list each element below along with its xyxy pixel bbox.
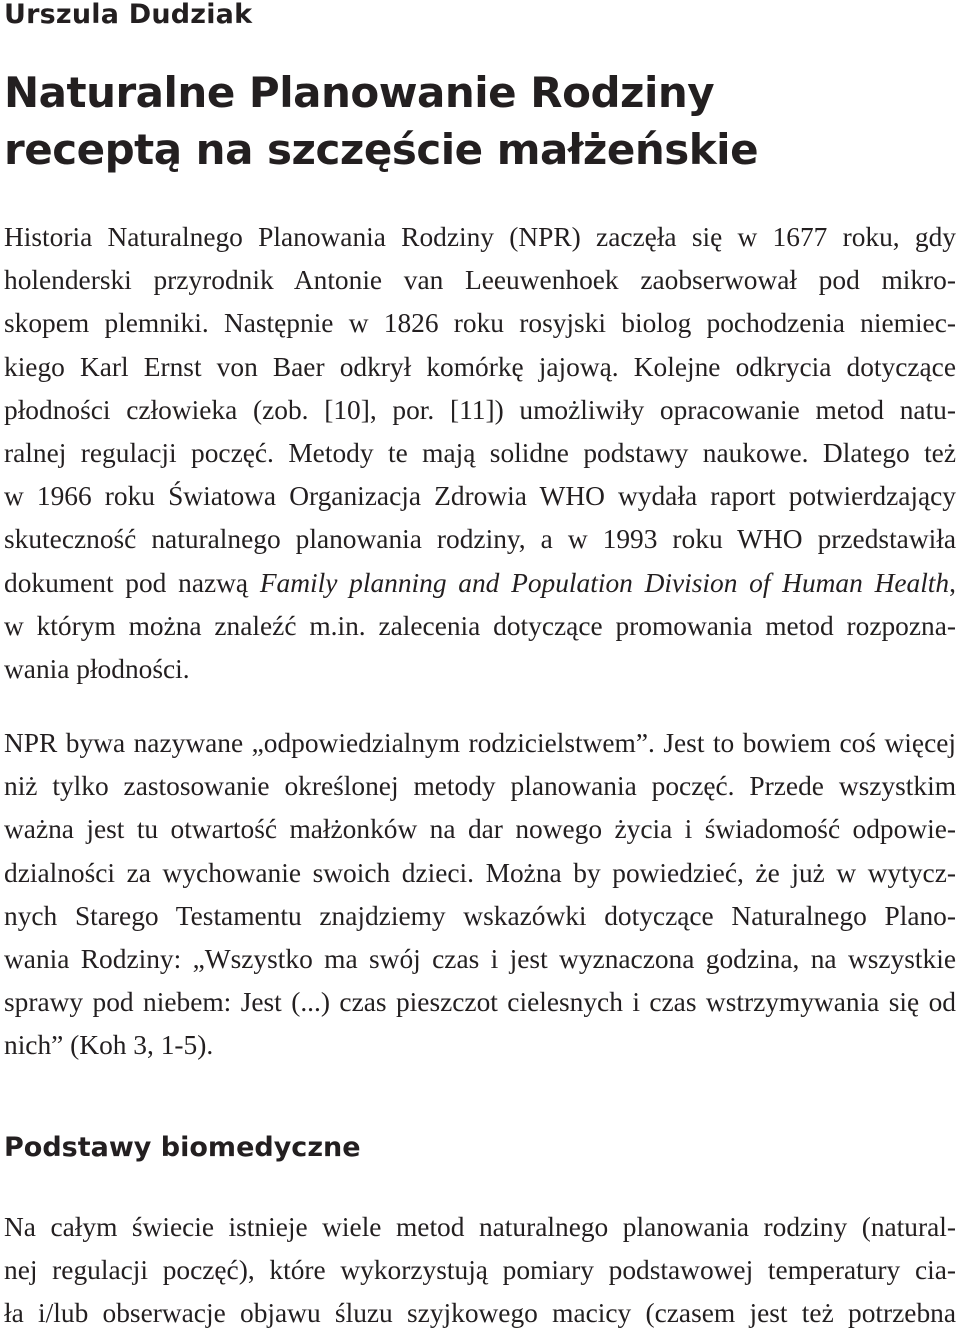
- text-fragment: dokument pod nazwą: [4, 567, 260, 598]
- paragraph-line: nich” (Koh 3, 1-5).: [4, 1030, 214, 1061]
- paragraph-line: nych Starego Testamentu znajdziemy wskazówki dotyczące Naturalnego Plano-: [4, 900, 956, 931]
- paragraph-line: wania Rodziny: „Wszystko ma swój czas i jest wyznaczona godzina, na wszystkie: [4, 943, 956, 974]
- paragraph-line: wania płodności.: [4, 653, 190, 684]
- paragraph-methods: [4, 1206, 956, 1331]
- paragraph-line: dzialności za wychowanie swoich dzieci. Można by powiedzieć, że już w wytycz-: [4, 857, 956, 888]
- paragraph-line: sprawy pod niebem: Jest (...) czas pieszczot cielesnych i czas wstrzymywania się od: [4, 987, 956, 1018]
- paragraph-line: w którym można znaleźć m.in. zalecenia dotyczące promowania metod rozpozna-: [4, 610, 956, 641]
- paragraph-line: Historia Naturalnego Planowania Rodziny (NPR) zaczęła się w 1677 roku, gdy: [4, 222, 956, 252]
- author-name: Urszula Dudziak: [4, 0, 253, 30]
- text-fragment: ,: [949, 567, 956, 598]
- paragraph-line: holenderski przyrodnik Antonie van Leeuwenhoek zaobserwował pod mikro-: [4, 265, 956, 296]
- italic-document-title: Family planning and Population Division of Human Health: [259, 567, 950, 598]
- article-title-line-2: receptą na szczęście małżeńskie: [4, 125, 759, 174]
- paragraph-line: kiego Karl Ernst von Baer odkrył komórkę jajową. Kolejne odkrycia dotyczące: [4, 351, 956, 382]
- paragraph-line: Na całym świecie istnieje wiele metod naturalnego planowania rodziny (natural-: [4, 1212, 956, 1242]
- paragraph-history: [4, 216, 956, 691]
- paragraph-line: płodności człowieka (zob. [10], por. [11]) umożliwiły opracowanie metod natu-: [4, 394, 956, 425]
- paragraph-line: ła i/lub obserwacje objawu śluzu szyjkowego macicy (czasem jest też potrzebna: [4, 1298, 956, 1329]
- paragraph-line: niż tylko zastosowanie określonej metody planowania poczęć. Przede wszystkim: [4, 771, 956, 802]
- paragraph-line: skuteczność naturalnego planowania rodziny, a w 1993 roku WHO przedstawiła: [4, 524, 956, 555]
- paragraph-line: nej regulacji poczęć), które wykorzystują pomiary podstawowej temperatury cia-: [4, 1255, 956, 1286]
- paragraph-responsible-parenthood: [4, 722, 956, 1068]
- paragraph-line-with-italic-title: [4, 562, 956, 605]
- section-heading: Podstawy biomedyczne: [4, 1132, 361, 1163]
- paragraph-line: w 1966 roku Światowa Organizacja Zdrowia WHO wydała raport potwierdzający: [4, 481, 956, 512]
- article-title-line-1: Naturalne Planowanie Rodziny: [4, 68, 715, 117]
- paragraph-line: ralnej regulacji poczęć. Metody te mają solidne podstawy naukowe. Dlatego też: [4, 437, 956, 468]
- article-title: [4, 64, 954, 178]
- paragraph-line: skopem plemniki. Następnie w 1826 roku rosyjski biolog pochodzenia niemiec-: [4, 308, 956, 339]
- paragraph-line: NPR bywa nazywane „odpowiedzialnym rodzicielstwem”. Jest to bowiem coś więcej: [4, 728, 956, 758]
- paragraph-line: ważna jest tu otwartość małżonków na dar nowego życia i świadomość odpowie-: [4, 814, 956, 845]
